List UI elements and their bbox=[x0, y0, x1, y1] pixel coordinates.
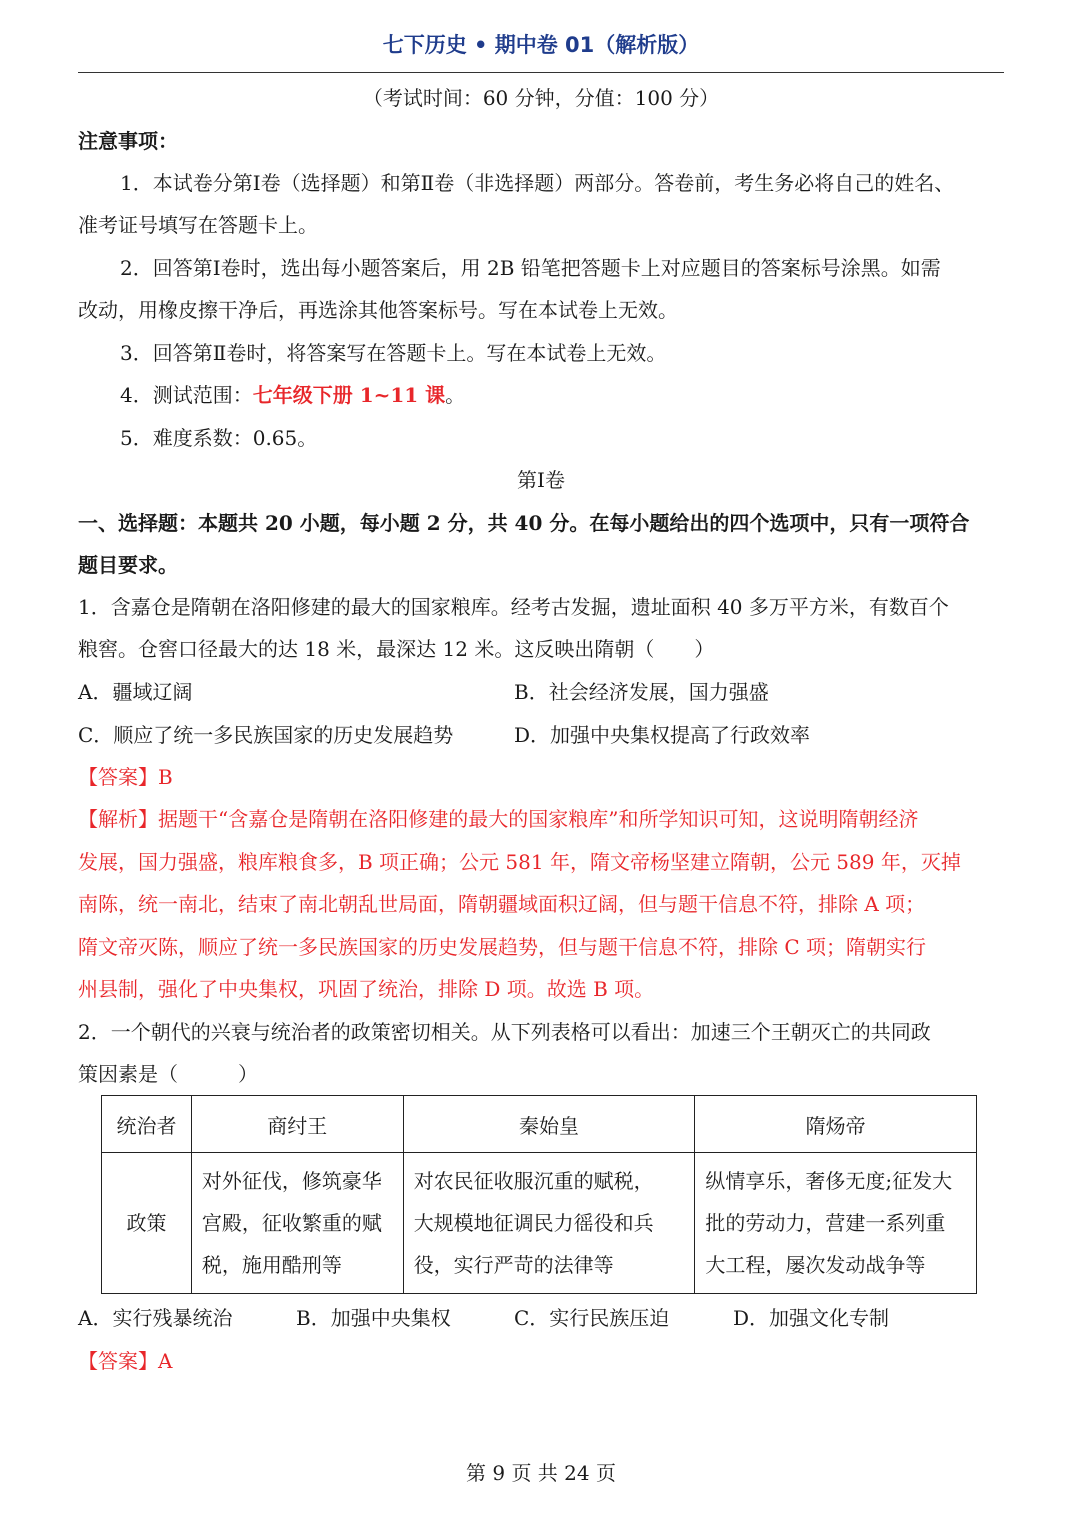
q2-option-c: C．实行民族压迫 bbox=[514, 1306, 670, 1330]
q1-analysis-line: 州县制，强化了中央集权，巩固了统治，排除 D 项。故选 B 项。 bbox=[78, 977, 655, 1001]
q2-option-a: A．实行残暴统治 bbox=[78, 1306, 233, 1330]
table-cell-line: 纵情享乐，奢侈无度;征发大 bbox=[705, 1169, 953, 1193]
q2-stem-cont: 策因素是（ ） bbox=[78, 1062, 258, 1086]
table-header-row bbox=[102, 1096, 977, 1153]
q1-option-c: C．顺应了统一多民族国家的历史发展趋势 bbox=[78, 723, 454, 747]
q1-stem: 1．含嘉仓是隋朝在洛阳修建的最大的国家粮库。经考古发掘，遗址面积 40 多万平方米，有数百个 bbox=[78, 595, 949, 619]
q1-option-b: B．社会经济发展，国力强盛 bbox=[514, 680, 769, 704]
table-cell-line: 宫殿，征收繁重的赋 bbox=[201, 1211, 382, 1235]
q1-stem-cont: 粮窖。仓窖口径最大的达 18 米，最深达 12 米。这反映出隋朝（ ） bbox=[78, 637, 715, 661]
q1-option-d: D．加强中央集权提高了行政效率 bbox=[514, 723, 811, 747]
test-scope: 七年级下册 1~11 课 bbox=[252, 383, 446, 407]
notice-item-4-suffix: 。 bbox=[445, 383, 466, 407]
table-cell-line: 对农民征收服沉重的赋税， bbox=[413, 1169, 654, 1193]
table-header-cell: 秦始皇 bbox=[403, 1096, 695, 1153]
q1-option-a: A．疆域辽阔 bbox=[78, 680, 193, 704]
q1-analysis-line: 【解析】据题干“含嘉仓是隋朝在洛阳修建的最大的国家粮库”和所学知识可知，这说明隋朝经济 bbox=[78, 807, 919, 831]
notice-title: 注意事项： bbox=[78, 129, 178, 153]
notice-item-3: 3．回答第Ⅱ卷时，将答案写在答题卡上。写在本试卷上无效。 bbox=[120, 341, 667, 365]
section-instruction-cont: 题目要求。 bbox=[78, 553, 178, 577]
table-cell-line: 役，实行严苛的法律等 bbox=[413, 1253, 614, 1277]
q2-stem: 2．一个朝代的兴衰与统治者的政策密切相关。从下列表格可以看出：加速三个王朝灭亡的共同政 bbox=[78, 1020, 931, 1044]
page-number: 第 9 页 共 24 页 bbox=[466, 1461, 616, 1485]
section-title: 第Ⅰ卷 bbox=[517, 468, 565, 492]
table-cell bbox=[403, 1153, 695, 1294]
section-instruction: 一、选择题：本题共 20 小题，每小题 2 分，共 40 分。在每小题给出的四个选项中，只有一项符合 bbox=[78, 511, 970, 535]
notice-item-1-cont: 准考证号填写在答题卡上。 bbox=[78, 213, 318, 237]
q2-answer: 【答案】A bbox=[78, 1349, 173, 1373]
table-row bbox=[102, 1153, 977, 1294]
q2-option-b: B．加强中央集权 bbox=[296, 1306, 451, 1330]
q1-answer: 【答案】B bbox=[78, 765, 173, 789]
exam-info: （考试时间：60 分钟，分值：100 分） bbox=[362, 86, 720, 110]
table-cell-line: 大规模地征调民力徭役和兵 bbox=[413, 1211, 654, 1235]
q1-analysis-line: 发展，国力强盛，粮库粮食多，B 项正确；公元 581 年，隋文帝杨坚建立隋朝，公元 589 年，灭掉 bbox=[78, 850, 961, 874]
notice-item-2: 2．回答第Ⅰ卷时，选出每小题答案后，用 2B 铅笔把答题卡上对应题目的答案标号涂黑。如需 bbox=[120, 256, 941, 280]
document-page bbox=[78, 0, 1004, 1527]
notice-item-2-cont: 改动，用橡皮擦干净后，再选涂其他答案标号。写在本试卷上无效。 bbox=[78, 298, 678, 322]
table-row-label: 政策 bbox=[102, 1153, 192, 1294]
q1-analysis-line: 南陈，统一南北，结束了南北朝乱世局面，隋朝疆域面积辽阔，但与题干信息不符，排除 A 项； bbox=[78, 892, 926, 916]
table-header-cell: 商纣王 bbox=[191, 1096, 403, 1153]
table-cell bbox=[695, 1153, 977, 1294]
ruler-policy-table bbox=[101, 1095, 977, 1294]
document-title: 七下历史 • 期中卷 01（解析版） bbox=[382, 33, 700, 57]
table-cell-line: 批的劳动力，营建一系列重 bbox=[705, 1211, 946, 1235]
table-cell-line: 对外征伐，修筑豪华 bbox=[201, 1169, 382, 1193]
table-cell bbox=[191, 1153, 403, 1294]
table-header-cell: 统治者 bbox=[102, 1096, 192, 1153]
notice-item-4 bbox=[78, 374, 1004, 416]
table-cell-line: 大工程，屡次发动战争等 bbox=[705, 1253, 926, 1277]
q1-analysis-line: 隋文帝灭陈，顺应了统一多民族国家的历史发展趋势，但与题干信息不符，排除 C 项；隋朝实行 bbox=[78, 935, 927, 959]
notice-item-5: 5．难度系数：0.65。 bbox=[120, 426, 318, 450]
header-divider bbox=[78, 72, 1004, 73]
table-cell-line: 税，施用酷刑等 bbox=[201, 1253, 342, 1277]
table-header-cell: 隋炀帝 bbox=[695, 1096, 977, 1153]
notice-item-4-prefix: 4．测试范围： bbox=[120, 383, 253, 407]
notice-item-1: 1．本试卷分第Ⅰ卷（选择题）和第Ⅱ卷（非选择题）两部分。答卷前，考生务必将自己的姓名、 bbox=[120, 171, 955, 195]
q2-option-d: D．加强文化专制 bbox=[733, 1306, 890, 1330]
